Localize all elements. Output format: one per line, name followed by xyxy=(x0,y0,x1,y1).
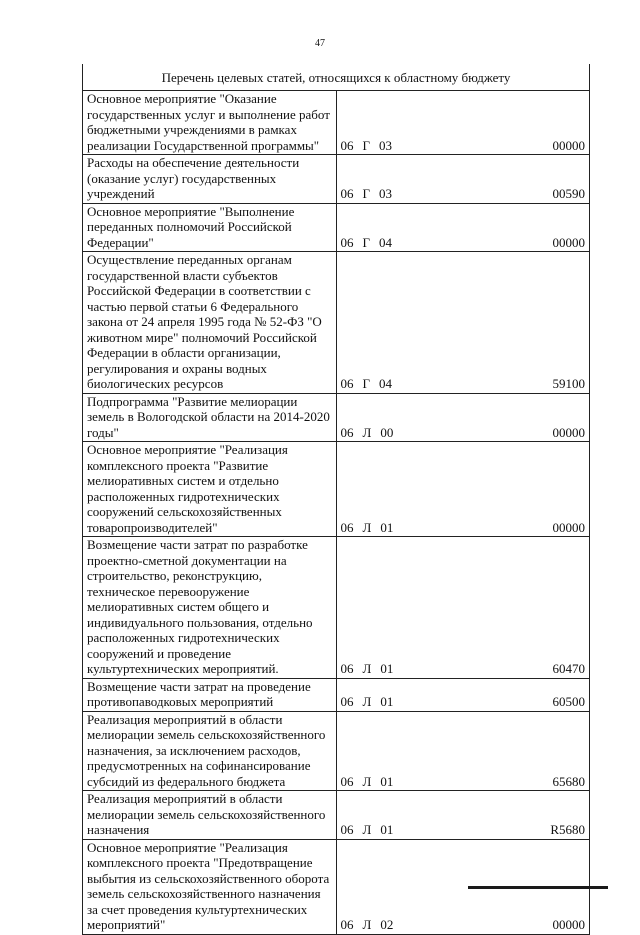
code-direction: 00000 xyxy=(552,917,585,932)
table-row xyxy=(83,393,590,442)
code-subprogram: Л xyxy=(362,773,372,789)
code-subprogram: Л xyxy=(362,661,372,676)
row-name: Основное мероприятие "Выполнение переданных полномочий Российской Федерации" xyxy=(83,203,337,252)
code-subprogram: Г xyxy=(362,376,371,391)
code-direction: 00000 xyxy=(552,234,585,250)
row-code xyxy=(336,393,590,442)
code-direction: R5680 xyxy=(550,822,585,837)
code-program: 06 xyxy=(340,424,354,440)
code-activity: 03 xyxy=(379,137,393,153)
code-subprogram: Г xyxy=(362,186,371,201)
code-program: 06 xyxy=(340,137,354,153)
code-program: 06 xyxy=(340,822,354,837)
page-number: 47 xyxy=(315,38,325,49)
table-title: Перечень целевых статей, относящихся к областному бюджету xyxy=(83,64,590,91)
table-header-row xyxy=(83,64,590,91)
code-activity: 04 xyxy=(379,376,393,391)
target-articles-table xyxy=(82,64,590,935)
code-activity: 01 xyxy=(380,661,394,676)
row-name: Реализация мероприятий в области мелиорации земель сельскохозяйственного назначения, за исключением расходов, предусмотренных на софинансирование субсидий из федерального бюджета xyxy=(83,711,337,791)
code-activity: 01 xyxy=(380,694,394,709)
code-activity: 03 xyxy=(379,186,393,201)
row-code xyxy=(336,791,590,840)
table-row xyxy=(83,155,590,204)
code-activity: 00 xyxy=(380,424,394,440)
row-name: Расходы на обеспечение деятельности (оказание услуг) государственных учреждений xyxy=(83,155,337,204)
row-name: Основное мероприятие "Реализация комплексного проекта "Предотвращение выбытия из сельскохозяйственного оборота земель сельскохозяйственного назначения за счет проведения культуртехнических мероприятий" xyxy=(83,839,337,934)
table-row xyxy=(83,678,590,711)
code-direction: 59100 xyxy=(552,376,585,391)
row-name: Возмещение части затрат на проведение противопаводковых мероприятий xyxy=(83,678,337,711)
row-code xyxy=(336,155,590,204)
table-row xyxy=(83,91,590,155)
code-activity: 01 xyxy=(380,822,394,837)
table-row xyxy=(83,537,590,679)
code-activity: 02 xyxy=(380,917,394,932)
table-row xyxy=(83,442,590,537)
row-code xyxy=(336,442,590,537)
table-row xyxy=(83,791,590,840)
code-subprogram: Л xyxy=(362,917,372,932)
code-program: 06 xyxy=(340,917,354,932)
code-subprogram: Л xyxy=(362,519,372,535)
code-subprogram: Г xyxy=(362,234,371,250)
code-subprogram: Л xyxy=(362,694,372,709)
code-direction: 00000 xyxy=(552,519,585,535)
code-program: 06 xyxy=(340,376,354,391)
row-code xyxy=(336,537,590,679)
code-activity: 01 xyxy=(380,773,394,789)
table-row xyxy=(83,711,590,791)
code-direction: 60470 xyxy=(552,661,585,676)
code-subprogram: Г xyxy=(362,137,371,153)
code-program: 06 xyxy=(340,234,354,250)
scan-mark xyxy=(468,886,608,889)
code-direction: 00000 xyxy=(552,137,585,153)
code-direction: 00590 xyxy=(552,186,585,201)
row-code xyxy=(336,91,590,155)
row-name: Основное мероприятие "Оказание государственных услуг и выполнение работ бюджетными учреждениями в рамках реализации Государственной программы" xyxy=(83,91,337,155)
row-code xyxy=(336,678,590,711)
table-row xyxy=(83,252,590,394)
code-direction: 65680 xyxy=(552,773,585,789)
code-activity: 01 xyxy=(380,519,394,535)
code-program: 06 xyxy=(340,519,354,535)
row-name: Возмещение части затрат по разработке проектно-сметной документации на строительство, реконструкцию, техническое перевооружение мелиоративных систем общего и индивидуального пользования, отдельно расположенных гидротехнических сооружений и проведение культуртехнических мероприятий. xyxy=(83,537,337,679)
code-activity: 04 xyxy=(379,234,393,250)
code-subprogram: Л xyxy=(362,822,372,837)
code-subprogram: Л xyxy=(362,424,372,440)
code-direction: 60500 xyxy=(552,694,585,709)
table-row xyxy=(83,203,590,252)
row-code xyxy=(336,711,590,791)
code-program: 06 xyxy=(340,661,354,676)
row-name: Осуществление переданных органам государственной власти субъектов Российской Федерации в соответствии с частью первой статьи 6 Федерального закона от 24 апреля 1995 года № 52-ФЗ "О животном мире" полномочий Российской Федерации в области организации, регулирования и охраны водных биологических ресурсов xyxy=(83,252,337,394)
code-program: 06 xyxy=(340,694,354,709)
code-direction: 00000 xyxy=(552,424,585,440)
code-program: 06 xyxy=(340,186,354,201)
row-name: Реализация мероприятий в области мелиорации земель сельскохозяйственного назначения xyxy=(83,791,337,840)
row-name: Подпрограмма "Развитие мелиорации земель в Вологодской области на 2014-2020 годы" xyxy=(83,393,337,442)
row-code xyxy=(336,252,590,394)
code-program: 06 xyxy=(340,773,354,789)
row-code xyxy=(336,203,590,252)
row-name: Основное мероприятие "Реализация комплексного проекта "Развитие мелиоративных систем и отдельно расположенных гидротехнических сооружений сельскохозяйственных товаропроизводителей" xyxy=(83,442,337,537)
